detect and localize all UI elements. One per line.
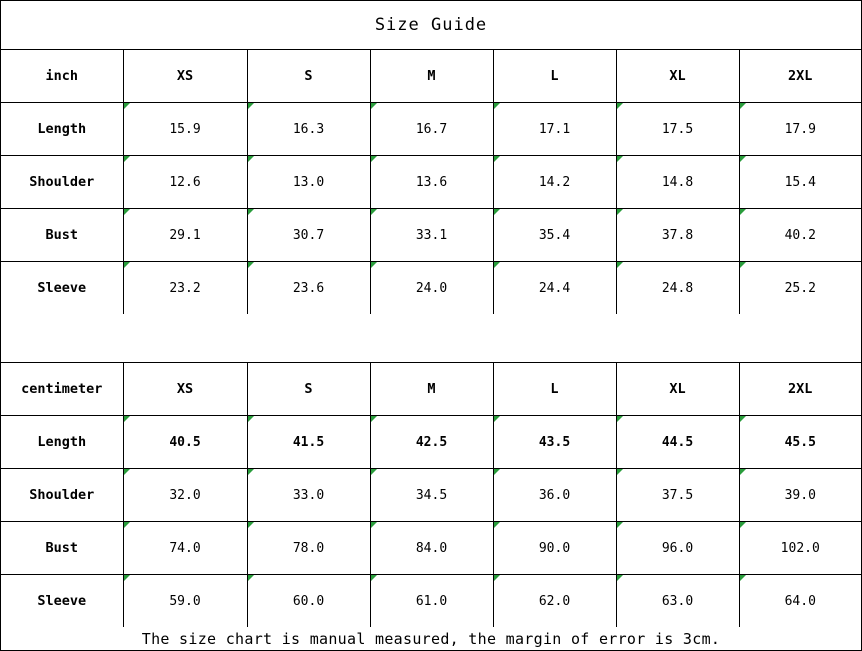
cell-bust-xs: 74.0	[123, 522, 247, 575]
cell-sleeve-xl: 63.0	[616, 575, 739, 628]
centimeter-table-wrapper	[1, 363, 861, 627]
table-row	[1, 522, 861, 575]
cell-length-xl: 44.5	[616, 416, 739, 469]
cell-sleeve-l: 24.4	[493, 262, 616, 315]
inch-table-wrapper	[1, 50, 861, 314]
cell-length-2xl: 17.9	[739, 103, 861, 156]
cell-length-xl: 17.5	[616, 103, 739, 156]
cell-sleeve-xs: 59.0	[123, 575, 247, 628]
unit-label-centimeter: centimeter	[1, 363, 123, 416]
cell-sleeve-m: 24.0	[370, 262, 493, 315]
cell-bust-s: 30.7	[247, 209, 370, 262]
cell-bust-2xl: 102.0	[739, 522, 861, 575]
cell-length-s: 16.3	[247, 103, 370, 156]
cell-bust-xs: 29.1	[123, 209, 247, 262]
table-separator	[1, 314, 861, 363]
column-header-s: S	[247, 50, 370, 103]
row-label-bust: Bust	[1, 522, 123, 575]
cell-shoulder-m: 34.5	[370, 469, 493, 522]
cell-length-xs: 15.9	[123, 103, 247, 156]
column-header-xl: XL	[616, 50, 739, 103]
cell-shoulder-xs: 12.6	[123, 156, 247, 209]
row-label-shoulder: Shoulder	[1, 156, 123, 209]
page-title-bar	[1, 1, 861, 50]
table-row	[1, 156, 861, 209]
cell-bust-2xl: 40.2	[739, 209, 861, 262]
row-label-length: Length	[1, 416, 123, 469]
cell-length-m: 16.7	[370, 103, 493, 156]
column-header-m: M	[370, 50, 493, 103]
cell-shoulder-s: 33.0	[247, 469, 370, 522]
cell-shoulder-m: 13.6	[370, 156, 493, 209]
column-header-l: L	[493, 50, 616, 103]
column-header-2xl: 2XL	[739, 50, 861, 103]
column-header-xl: XL	[616, 363, 739, 416]
table-row	[1, 103, 861, 156]
cell-shoulder-xl: 14.8	[616, 156, 739, 209]
cell-shoulder-xs: 32.0	[123, 469, 247, 522]
unit-label-inch: inch	[1, 50, 123, 103]
cell-bust-xl: 37.8	[616, 209, 739, 262]
cell-sleeve-xs: 23.2	[123, 262, 247, 315]
cell-sleeve-xl: 24.8	[616, 262, 739, 315]
column-header-m: M	[370, 363, 493, 416]
centimeter-size-table	[1, 363, 861, 627]
cell-length-2xl: 45.5	[739, 416, 861, 469]
cell-sleeve-m: 61.0	[370, 575, 493, 628]
cell-sleeve-s: 60.0	[247, 575, 370, 628]
page-title: Size Guide	[374, 15, 488, 35]
cell-bust-l: 90.0	[493, 522, 616, 575]
table-header-row	[1, 363, 861, 416]
row-label-sleeve: Sleeve	[1, 575, 123, 628]
cell-bust-m: 84.0	[370, 522, 493, 575]
column-header-s: S	[247, 363, 370, 416]
cell-shoulder-2xl: 39.0	[739, 469, 861, 522]
cell-shoulder-xl: 37.5	[616, 469, 739, 522]
row-label-length: Length	[1, 103, 123, 156]
cell-length-s: 41.5	[247, 416, 370, 469]
table-row	[1, 209, 861, 262]
cell-length-l: 43.5	[493, 416, 616, 469]
measurement-note: The size chart is manual measured, the margin of error is 3cm.	[141, 629, 721, 648]
cell-bust-xl: 96.0	[616, 522, 739, 575]
cell-length-l: 17.1	[493, 103, 616, 156]
table-row	[1, 416, 861, 469]
table-row	[1, 469, 861, 522]
cell-shoulder-2xl: 15.4	[739, 156, 861, 209]
row-label-sleeve: Sleeve	[1, 262, 123, 315]
column-header-l: L	[493, 363, 616, 416]
cell-sleeve-s: 23.6	[247, 262, 370, 315]
row-label-bust: Bust	[1, 209, 123, 262]
cell-sleeve-2xl: 25.2	[739, 262, 861, 315]
cell-length-m: 42.5	[370, 416, 493, 469]
table-row	[1, 575, 861, 628]
cell-shoulder-s: 13.0	[247, 156, 370, 209]
inch-size-table	[1, 50, 861, 314]
cell-bust-m: 33.1	[370, 209, 493, 262]
column-header-xs: XS	[123, 363, 247, 416]
cell-shoulder-l: 36.0	[493, 469, 616, 522]
row-label-shoulder: Shoulder	[1, 469, 123, 522]
cell-length-xs: 40.5	[123, 416, 247, 469]
column-header-2xl: 2XL	[739, 363, 861, 416]
cell-sleeve-2xl: 64.0	[739, 575, 861, 628]
column-header-xs: XS	[123, 50, 247, 103]
cell-shoulder-l: 14.2	[493, 156, 616, 209]
table-row	[1, 262, 861, 315]
cell-sleeve-l: 62.0	[493, 575, 616, 628]
cell-bust-l: 35.4	[493, 209, 616, 262]
table-header-row	[1, 50, 861, 103]
cell-bust-s: 78.0	[247, 522, 370, 575]
